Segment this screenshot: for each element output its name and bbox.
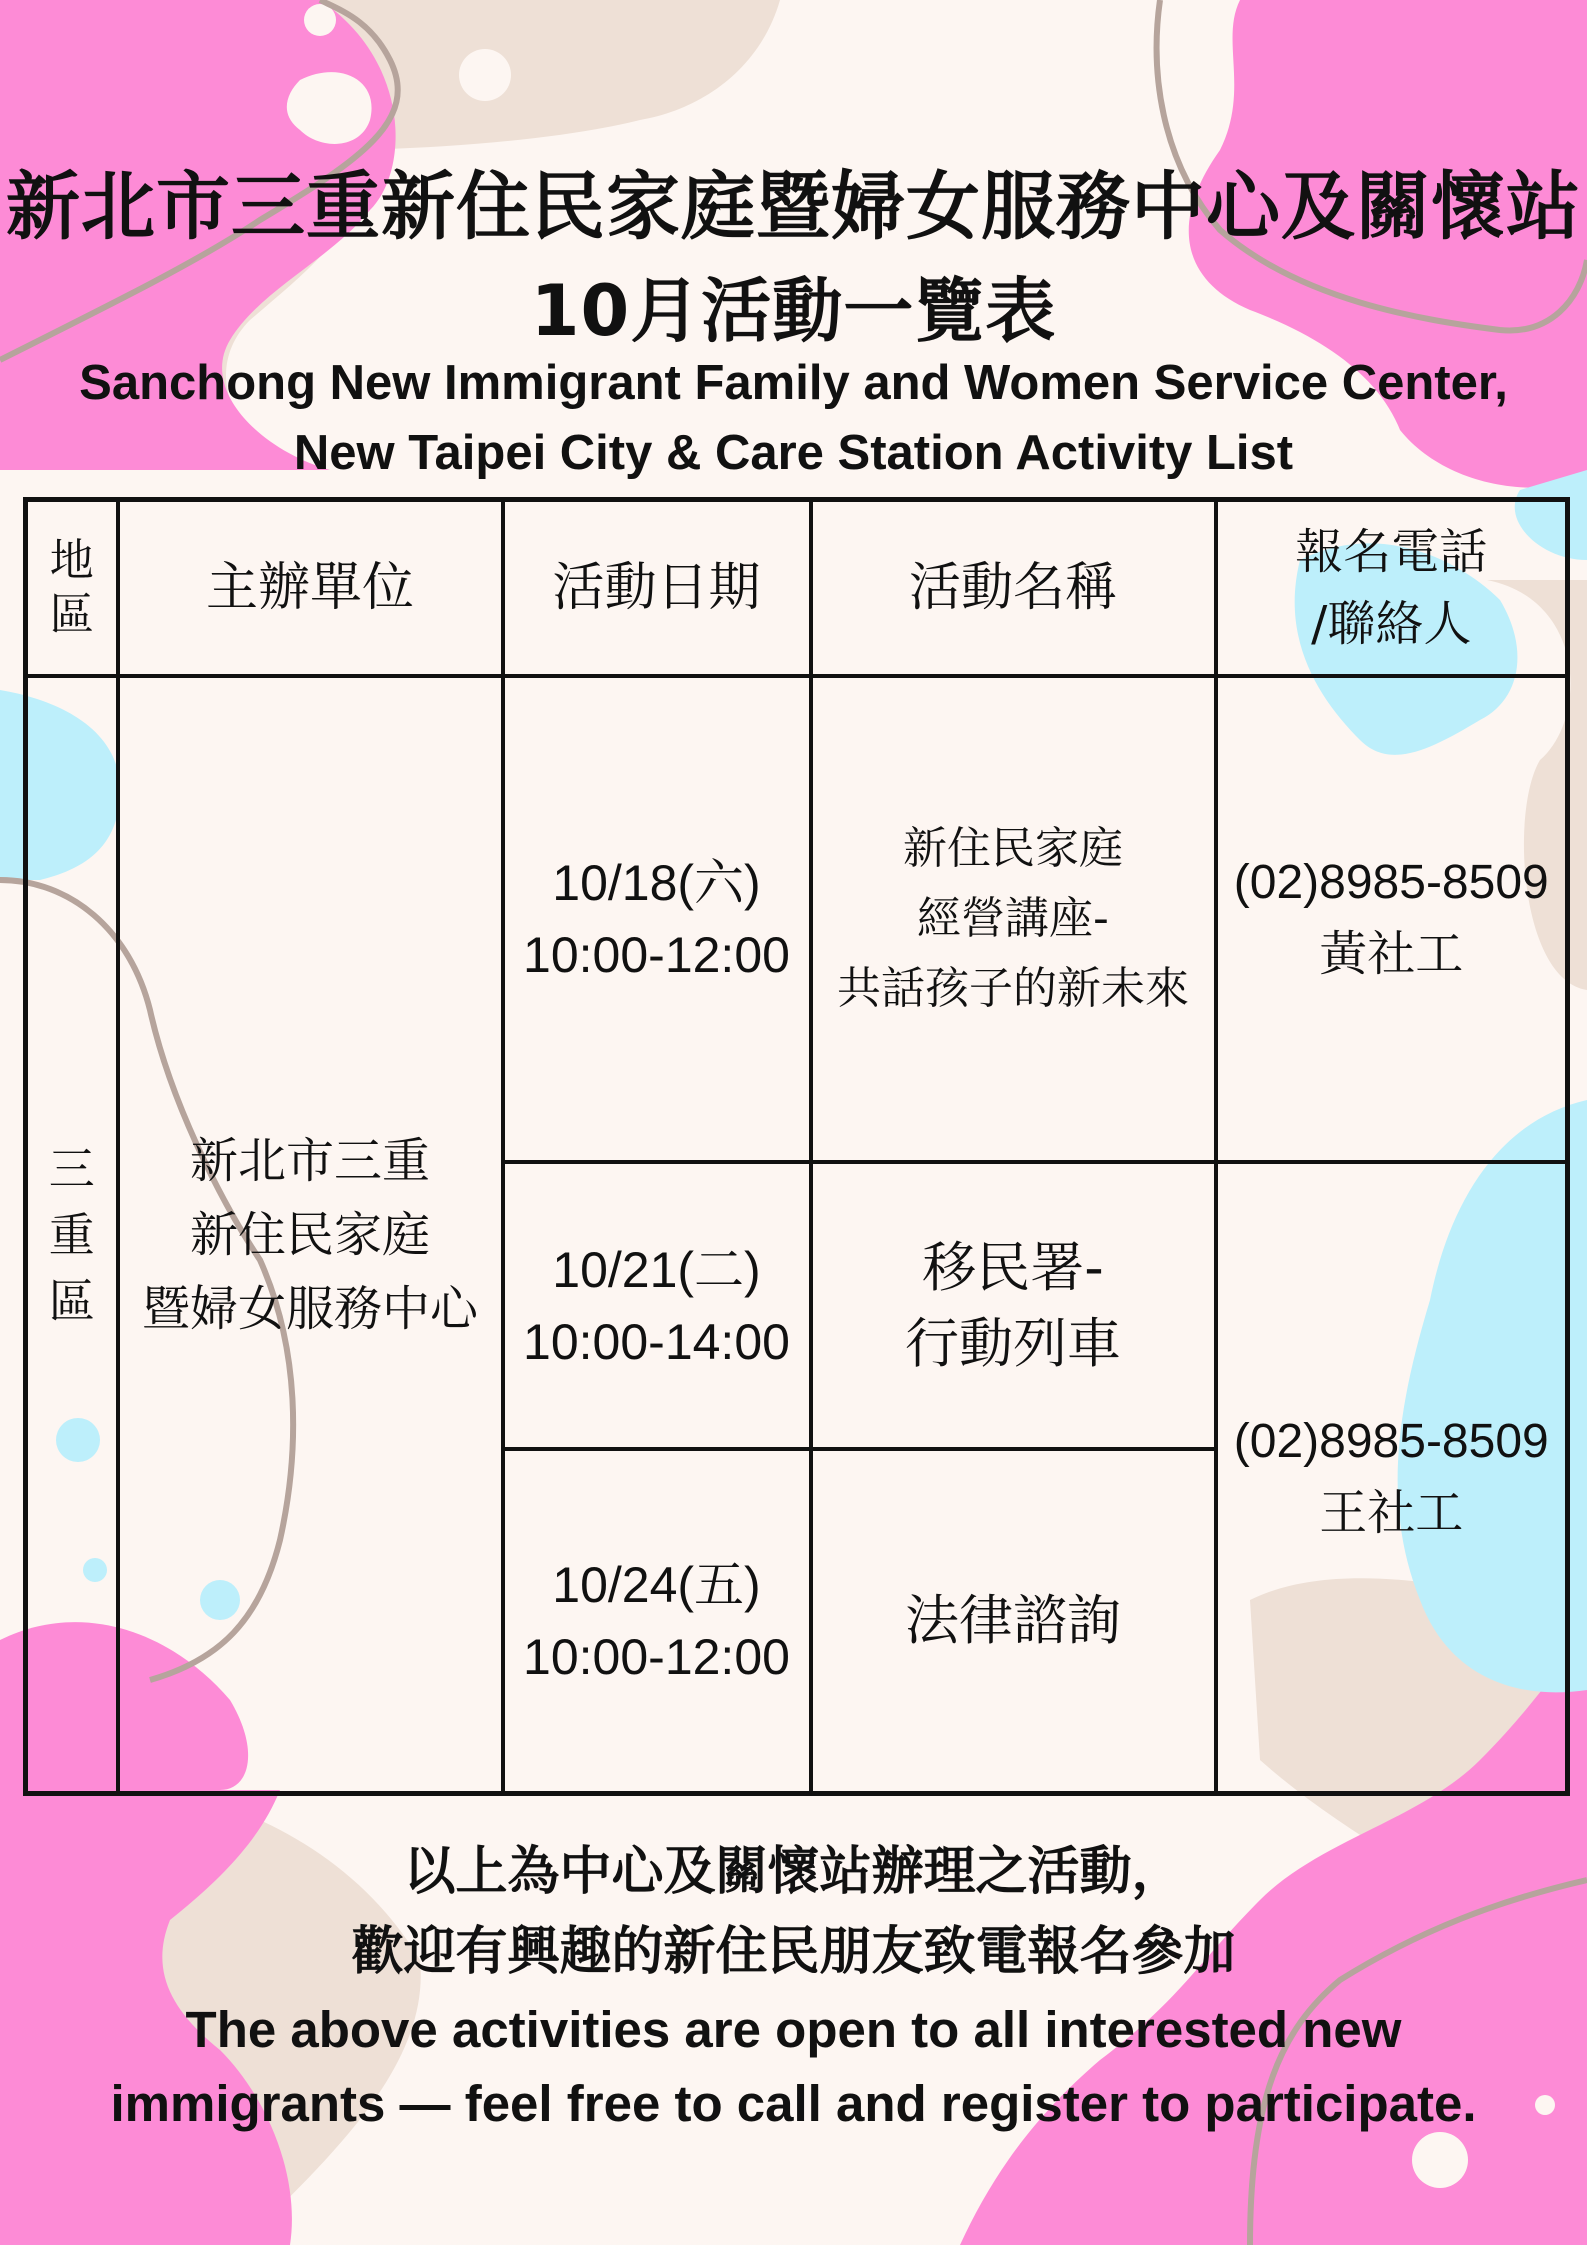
activity-table-container	[23, 497, 1565, 1796]
footer-note-en-line1: The above activities are open to all interested new	[185, 2001, 1402, 2058]
region-cell: 三 重 區	[26, 676, 118, 1793]
footer-note-zh-line2: 歡迎有興趣的新住民朋友致電報名參加	[351, 1922, 1236, 1982]
page-title-zh: 新北市三重新住民家庭暨婦女服務中心及關懷站	[6, 164, 1581, 250]
contact-cell: (02)8985-8509 王社工	[1216, 1162, 1568, 1793]
activity-name-cell: 新住民家庭 經營講座- 共話孩子的新未來	[811, 676, 1216, 1162]
header-contact: 報名電話 /聯絡人	[1216, 500, 1568, 677]
contact-cell: (02)8985-8509 黃社工	[1216, 676, 1568, 1162]
table-row	[26, 676, 1568, 1162]
header-activity-name: 活動名稱	[811, 500, 1216, 677]
footer-note-en-line2: immigrants — feel free to call and register to participate.	[110, 2075, 1477, 2132]
date-cell: 10/18(六) 10:00-12:00	[503, 676, 811, 1162]
footer-note-zh-line1: 以上為中心及關懷站辦理之活動，	[403, 1842, 1184, 1902]
header-organizer: 主辦單位	[118, 500, 503, 677]
date-cell: 10/21(二) 10:00-14:00	[503, 1162, 811, 1449]
date-cell: 10/24(五) 10:00-12:00	[503, 1449, 811, 1793]
header-date: 活動日期	[503, 500, 811, 677]
page-title-en-line2: New Taipei City & Care Station Activity List	[293, 426, 1294, 480]
table-header-row	[26, 500, 1568, 677]
activity-name-cell: 移民署- 行動列車	[811, 1162, 1216, 1449]
page-subtitle-zh: 10月活動一覽表	[530, 270, 1057, 352]
page-title-en-line1: Sanchong New Immigrant Family and Women Service Center,	[79, 356, 1508, 410]
organizer-cell: 新北市三重 新住民家庭 暨婦女服務中心	[118, 676, 503, 1793]
activity-table	[23, 497, 1570, 1796]
activity-name-cell: 法律諮詢	[811, 1449, 1216, 1793]
header-region: 地 區	[26, 500, 118, 677]
